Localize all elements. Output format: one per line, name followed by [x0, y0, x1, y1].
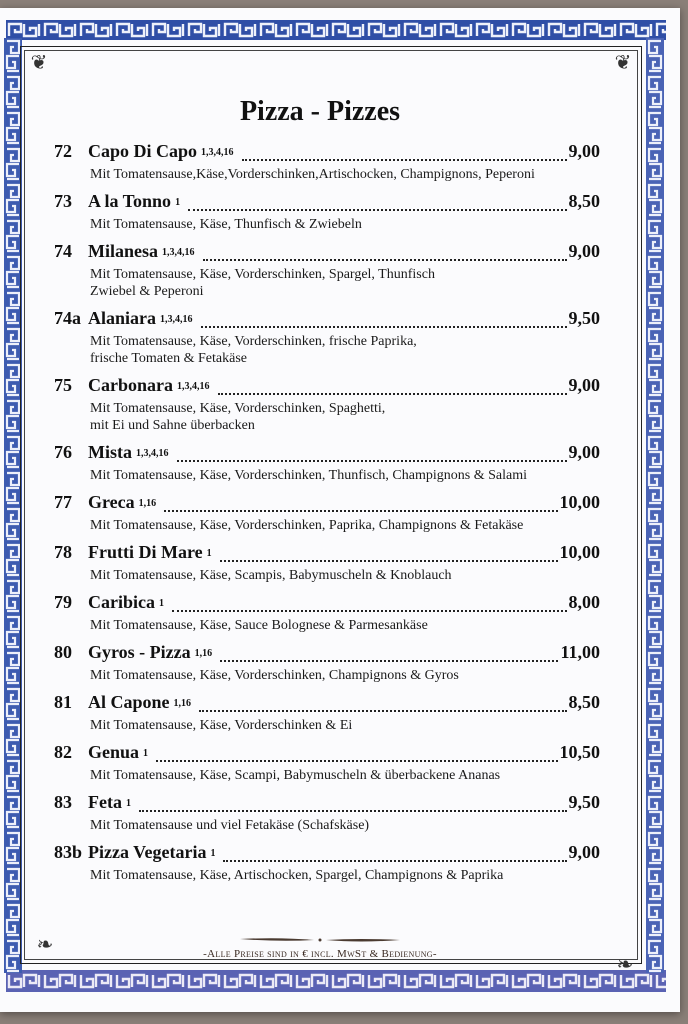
item-description-line: frische Tomaten & Fetakäse	[90, 351, 247, 366]
greek-key-border-right	[646, 38, 664, 973]
divider-flourish-icon	[240, 936, 400, 944]
item-number: 83	[54, 792, 72, 812]
dot-leader	[201, 322, 567, 328]
menu-item-header	[54, 307, 600, 333]
menu-item	[54, 240, 600, 300]
item-description-line: Mit Tomatensause, Käse, Scampis, Babymuscheln & Knoblauch	[90, 568, 452, 583]
item-name: Feta	[88, 792, 122, 812]
item-description	[54, 467, 600, 484]
item-description	[54, 216, 600, 233]
item-price: 9,50	[568, 308, 600, 328]
greek-key-border-top	[6, 20, 666, 40]
item-price: 9,00	[568, 842, 600, 862]
item-description-line: Mit Tomatensause und viel Fetakäse (Schafskäse)	[90, 818, 370, 833]
dot-leader	[188, 205, 566, 211]
menu-item	[54, 591, 600, 634]
allergen-codes: 1	[125, 798, 131, 809]
menu-item-header	[54, 140, 600, 166]
item-description	[54, 667, 600, 684]
menu-list	[54, 140, 600, 891]
menu-item-header	[54, 741, 600, 767]
item-name: Carbonara	[88, 375, 173, 395]
item-description	[54, 266, 600, 300]
allergen-codes: 1	[143, 748, 149, 759]
item-description	[54, 817, 600, 834]
item-price: 8,50	[568, 191, 600, 211]
menu-item-header	[54, 190, 600, 216]
allergen-codes: 1,3,4,16	[177, 381, 210, 392]
item-number: 78	[54, 542, 72, 562]
floral-ornament-icon: ❧	[616, 954, 634, 976]
item-name: Alaniara	[88, 308, 157, 328]
item-price: 11,00	[560, 642, 600, 662]
dot-leader	[242, 155, 567, 161]
item-description-line: Mit Tomatensause, Käse, Vorderschinken, Champignons & Gyros	[90, 668, 459, 683]
item-description-line: Mit Tomatensause, Käse, Sauce Bolognese & Parmesankäse	[90, 618, 428, 633]
menu-item	[54, 741, 600, 784]
dot-leader	[172, 606, 567, 612]
item-description-line: Mit Tomatensause, Käse, Thunfisch & Zwiebeln	[90, 217, 362, 232]
item-number: 74a	[54, 308, 81, 328]
menu-item-header	[54, 641, 600, 667]
item-price: 9,00	[568, 241, 600, 261]
menu-item-header	[54, 374, 600, 400]
allergen-codes: 1,3,4,16	[160, 314, 193, 325]
menu-item	[54, 441, 600, 484]
menu-item	[54, 691, 600, 734]
item-description	[54, 567, 600, 584]
item-name: Mista	[88, 442, 132, 462]
menu-item-header	[54, 591, 600, 617]
item-description	[54, 400, 600, 434]
item-name: Al Capone	[88, 692, 170, 712]
item-number: 72	[54, 141, 72, 161]
menu-item	[54, 841, 600, 884]
dot-leader	[220, 556, 558, 562]
allergen-codes: 1	[210, 848, 216, 859]
dot-leader	[177, 456, 567, 462]
item-description	[54, 717, 600, 734]
item-number: 79	[54, 592, 72, 612]
dot-leader	[218, 389, 567, 395]
menu-item	[54, 374, 600, 434]
item-name: Capo Di Capo	[88, 141, 198, 161]
item-price: 8,50	[568, 692, 600, 712]
allergen-codes: 1	[175, 197, 181, 208]
menu-item-header	[54, 441, 600, 467]
floral-ornament-icon: ❦	[614, 52, 632, 74]
menu-title: Pizza - Pizzes	[239, 96, 401, 127]
menu-item	[54, 541, 600, 584]
item-number: 80	[54, 642, 72, 662]
menu-item	[54, 491, 600, 534]
allergen-codes: 1,16	[194, 648, 213, 659]
dot-leader	[164, 506, 557, 512]
dot-leader	[139, 806, 567, 812]
item-description	[54, 617, 600, 634]
allergen-codes: 1,3,4,16	[136, 448, 169, 459]
item-description	[54, 767, 600, 784]
item-description-line: Mit Tomatensause,Käse,Vorderschinken,Artischocken, Champignons, Peperoni	[90, 167, 535, 182]
menu-item-header	[54, 491, 600, 517]
item-number: 76	[54, 442, 72, 462]
item-price: 9,00	[568, 375, 600, 395]
item-name: Genua	[88, 742, 140, 762]
menu-item-header	[54, 541, 600, 567]
allergen-codes: 1,16	[173, 698, 192, 709]
menu-item	[54, 140, 600, 183]
item-number: 75	[54, 375, 72, 395]
menu-item	[54, 641, 600, 684]
item-price: 9,50	[568, 792, 600, 812]
item-price: 10,50	[559, 742, 600, 762]
item-description	[54, 333, 600, 367]
item-description-line: Mit Tomatensause, Käse, Vorderschinken, Paprika, Champignons & Fetakäse	[90, 518, 524, 533]
dot-leader	[223, 856, 566, 862]
item-number: 81	[54, 692, 72, 712]
item-number: 73	[54, 191, 72, 211]
greek-key-border-bottom	[6, 970, 666, 992]
item-description-line: Mit Tomatensause, Käse, Vorderschinken & Ei	[90, 718, 353, 733]
item-description-line: Mit Tomatensause, Käse, Vorderschinken, frische Paprika,	[90, 334, 417, 349]
item-name: Milanesa	[88, 241, 158, 261]
item-name: Greca	[88, 492, 135, 512]
menu-item	[54, 791, 600, 834]
item-name: Frutti Di Mare	[88, 542, 203, 562]
item-description-line: Zwiebel & Peperoni	[90, 284, 204, 299]
item-description	[54, 517, 600, 534]
menu-item	[54, 190, 600, 233]
item-name: Pizza Vegetaria	[88, 842, 207, 862]
item-price: 10,00	[559, 542, 600, 562]
menu-item-header	[54, 691, 600, 717]
item-description-line: mit Ei und Sahne überbacken	[90, 418, 255, 433]
item-name: A la Tonno	[88, 191, 172, 211]
allergen-codes: 1,3,4,16	[162, 247, 195, 258]
menu-item	[54, 307, 600, 367]
price-note: -Alle Preise sind in € incl. MwSt & Bedienung-	[203, 948, 437, 960]
floral-ornament-icon: ❧	[36, 934, 54, 956]
menu-item-header	[54, 240, 600, 266]
floral-ornament-icon: ❦	[30, 52, 48, 74]
allergen-codes: 1,16	[138, 498, 157, 509]
item-price: 8,00	[568, 592, 600, 612]
item-name: Caribica	[88, 592, 155, 612]
item-description-line: Mit Tomatensause, Käse, Vorderschinken, Thunfisch, Champignons & Salami	[90, 468, 527, 483]
item-description-line: Mit Tomatensause, Käse, Vorderschinken, Spaghetti,	[90, 401, 386, 416]
dot-leader	[199, 706, 566, 712]
item-description	[54, 867, 600, 884]
dot-leader	[156, 756, 557, 762]
menu-item-header	[54, 791, 600, 817]
item-price: 9,00	[568, 141, 600, 161]
menu-page	[0, 8, 680, 1012]
allergen-codes: 1	[159, 598, 164, 609]
item-price: 10,00	[559, 492, 600, 512]
item-price: 9,00	[568, 442, 600, 462]
item-number: 83b	[54, 842, 83, 862]
item-description-line: Mit Tomatensause, Käse, Vorderschinken, Spargel, Thunfisch	[90, 267, 435, 282]
item-description-line: Mit Tomatensause, Käse, Scampi, Babymuscheln & überbackene Ananas	[90, 768, 501, 783]
item-number: 74	[54, 241, 72, 261]
allergen-codes: 1,3,4,16	[201, 147, 234, 158]
dot-leader	[203, 255, 567, 261]
allergen-codes: 1	[206, 548, 212, 559]
menu-item-header	[54, 841, 600, 867]
item-number: 82	[54, 742, 72, 762]
item-description-line: Mit Tomatensause, Käse, Artischocken, Spargel, Champignons & Paprika	[90, 868, 504, 883]
item-number: 77	[54, 492, 72, 512]
dot-leader	[220, 656, 558, 662]
item-name: Gyros - Pizza	[88, 642, 191, 662]
item-description	[54, 166, 600, 183]
